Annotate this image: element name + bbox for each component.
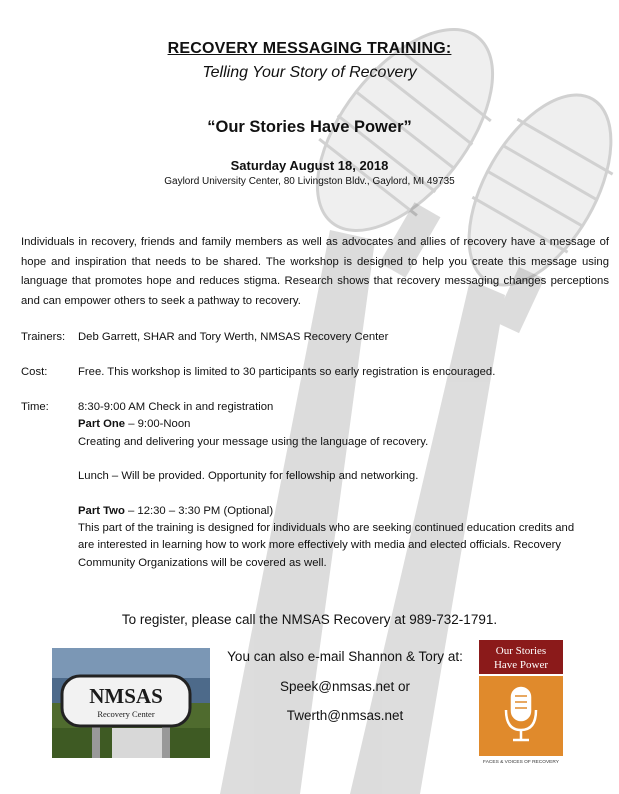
part-two-heading: [78, 503, 578, 520]
sign-sub: Recovery Center: [97, 709, 155, 719]
page-subtitle: Telling Your Story of Recovery: [202, 64, 417, 81]
register-line: To register, please call the NMSAS Recovery at 989-732-1791.: [121, 612, 498, 627]
part-two-description: This part of the training is designed for individuals who are seeking continued education credits and are interested in learning how to work more effectively with media and elected officials. Recovery Community Organizations will be covered as well.: [78, 522, 575, 569]
tagline: “Our Stories Have Power”: [207, 118, 412, 136]
event-date: Saturday August 18, 2018: [230, 158, 389, 173]
intro-paragraph: Individuals in recovery, friends and family members as well as advocates and allies of recovery have a message of hope and inspiration that needs to be shared. The workshop is designed to help you create this message using language that promotes hope and reduces stigma. Research shows that recovery messaging changes perceptions and can empower others to seek a pathway to recovery.: [21, 236, 609, 307]
email-link-twerth[interactable]: Twerth@nmsas.net: [286, 708, 404, 723]
cost-label: Cost:: [21, 366, 48, 378]
schedule: [78, 399, 578, 572]
page-title: RECOVERY MESSAGING TRAINING:: [167, 40, 452, 57]
trainers-row: [21, 329, 388, 347]
cost-row: [21, 364, 495, 382]
logo-footer: FACES & VOICES OF RECOVERY: [483, 760, 559, 765]
event-venue: Gaylord University Center, 80 Livingston Bldv., Gaylord, MI 49735: [164, 176, 455, 187]
part-one-heading: [78, 416, 578, 433]
logo-line-2: Have Power: [493, 659, 549, 671]
nmsas-sign-photo: [52, 648, 210, 758]
part-two-label: Part Two: [78, 504, 125, 517]
logo-line-1: Our Stories: [495, 645, 547, 657]
trainers-value: Deb Garrett, SHAR and Tory Werth, NMSAS Recovery Center: [78, 331, 389, 343]
lunch-line: Lunch – Will be provided. Opportunity for fellowship and networking.: [78, 470, 419, 483]
part-two-time: – 12:30 – 3:30 PM (Optional): [124, 504, 274, 517]
email-link-speek[interactable]: Speek@nmsas.net or: [279, 679, 411, 694]
our-stories-have-power-logo: [479, 640, 563, 766]
sign-name: NMSAS: [89, 684, 163, 708]
trainers-label: Trainers:: [21, 331, 66, 343]
cost-value: Free. This workshop is limited to 30 participants so early registration is encouraged.: [78, 366, 496, 378]
checkin-line: 8:30-9:00 AM Check in and registration: [78, 401, 274, 413]
time-label-row: [21, 399, 78, 417]
part-one-description: Creating and delivering your message using the language of recovery.: [78, 435, 429, 448]
part-one-label: Part One: [78, 418, 126, 431]
time-label: Time:: [21, 401, 49, 413]
email-intro: You can also e-mail Shannon & Tory at:: [227, 649, 463, 664]
part-one-time: – 9:00-Noon: [125, 418, 191, 431]
